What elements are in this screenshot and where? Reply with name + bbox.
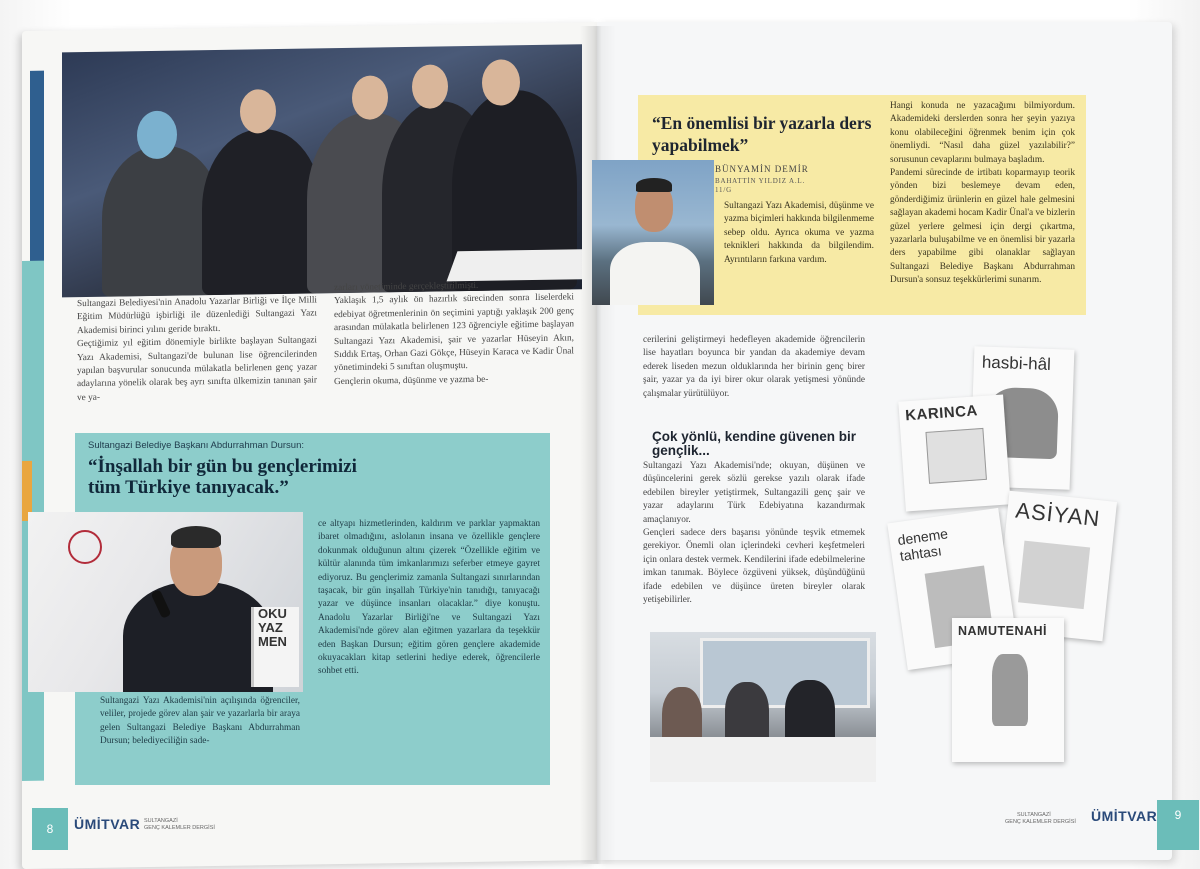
cover-art [925,428,986,484]
sign-line-3: MEN [258,634,287,649]
intro-column-1: Sultangazi Belediyesi'nin Anadolu Yazarlar Birliği ve İlçe Milli Eğitim Müdürlüğü işbirliği ile düzenlediği Sultangazi Yazı Akademisi birinci yılını geride bıraktı. Geçtiğimiz yıl eğitim dönemiyle birlikte başlayan Sultangazi Yazı Akademisi, Sultangazi'de bulunan lise öğrencilerinden yapılan başvurular sonucunda mülakatla belirlenen genç yazar adaylarına yönelik olarak beş ayrı sınıfta ülkemizin tanınan şair ve ya- [77,295,317,404]
author-name: BÜNYAMİN DEMİR [715,164,809,174]
brand-logo: ÜMİTVAR [74,816,141,832]
testimonial-column-1: Sultangazi Yazı Akademisi, düşünme ve yazma biçimleri hakkında bilgilenmeme sebep oldu. Ayrıca okuma ve yazma teknikleri hakkında da bilgilendim. Ayrıntıların farkına vardım. [724,201,874,265]
cover-art [1018,541,1090,610]
brand-subtitle-1: SULTANGAZİ [1017,812,1051,818]
window [700,638,870,708]
testimonial-column-2: Hangi konuda ne yazacağımı bilmiyordum. Akademideki derslerden sonra her şeyin yazıya konu olabileceğini öğrenmek benim için çok önemliydi. “Nasıl daha güzel yazılabilir?” sorusunun cevaplarını bulmaya başladım. Pandemi sürecinde de irtibatı koparmayıp teorik yönden bizi beslemeye devam eden, gönderdiğimiz ürünlerin en güzel hale gelmesini sağlayan akademi hocam Kadir Ünal'a ve bizlerin güzel yerlere gelmesi için dergi çıkartma, yazarlarla buluşabilme ve en önemlisi bir yazarla ders yapabilme gibi olanaklar sağlayan Sultangazi Belediye Başkanı Abdurrahman Dursun'a sonsuz teşekkürlerimi sunarım. [890,101,1075,286]
cover-title: NAMUTENAHİ [958,624,1048,638]
magazine-cover-namutenahi [952,618,1064,762]
student-shirt [610,242,700,305]
left-footer [22,808,577,850]
brand-subtitle-1: SULTANGAZİ [144,818,178,824]
author-class: 11/G [715,186,732,194]
brand-logo: ÜMİTVAR [1091,808,1158,824]
brand-subtitle-2: GENÇ KALEMLER DERGİSİ [1005,819,1076,825]
table [447,249,582,281]
brand-subtitle-2: GENÇ KALEMLER DERGİSİ [144,825,215,831]
cover-title: ASİYAN [1014,497,1102,532]
speaker-hair [171,526,221,548]
sign-line-1: OKU [258,606,287,621]
sign-line-2: YAZ [258,620,283,635]
speaker-photo [28,512,303,692]
quote-title: “İnşallah bir gün bu gençlerimizi tüm Türkiye tanıyacak.” [88,456,357,498]
intro-column-2: zarları yönetiminde gerçekleştirilmişti. Yaklaşık 1,5 aylık ön hazırlık sürecinden sonra liselerdeki edebiyat öğretmenlerinin ön seçimini yaptığı yaklaşık 200 genç arasından mülakatla belirlenen 123 öğrenciyle eğitime başlayan Sultangazi Yazı Akademisi, şair ve yazarlar Hüseyin Akın, Sıddık Ertaş, Orhan Gazi Gökçe, Hüseyin Karaca ve Kadir Ünal yönetimindeki 5 sınıftan oluşmuştu. Gençlerin okuma, düşünme ve yazma be- [334,280,574,387]
municipality-logo-icon [68,530,102,564]
section-subheading: Çok yönlü, kendine güvenen bir gençlik... [652,429,857,458]
page-number: 9 [1157,800,1199,850]
table [650,737,876,782]
cover-title: KARINCA [904,402,979,425]
speaker-caption: Sultangazi Yazı Akademisi'nin açılışında öğrenciler, veliler, projede görev alan şair ve yazarlarla bir araya gelen Sultangazi Belediye Başkanı Abdurrahman Dursun; belediyeciliğin sade- [100,696,300,747]
quote-lead: Sultangazi Belediye Başkanı Abdurrahman Dursun: [88,440,304,451]
author-school: BAHATTİN YILDIZ A.L. [715,177,806,185]
audience-person [202,128,322,295]
student-photo [592,160,714,305]
workshop-photo [650,632,876,782]
student-hair [636,178,672,192]
magazine-cover-karinca [898,394,1010,511]
body-bottom: Sultangazi Yazı Akademisi'nde; okuyan, düşünen ve düşüncelerini gerek sözlü gerekse yazılı olarak ifade edebilen bireyler yetiştirmek, Sultangazili genç şair ve yazar adaylarını Türk Edebiyatına kazandırmak amaçlanıyor. Gençleri sadece ders başarısı yönünde teşvik etmemek gerekiyor. Önemli olan içlerindeki cevheri keşfetmeleri için onlara destek vermek. Kendilerini ifade edebilmelerine imkan tanımak. Böylece özgüveni yüksek, düşündüğünü ifade edebilen ve düşünce üreten bireyler olarak yetişebilirler. [643,461,865,606]
cover-title: hasbi-hâl [981,352,1052,374]
lantern-art [992,654,1028,726]
quote-body: ce altyapı hizmetlerinden, kaldırım ve parklar yapmaktan ibaret olmadığını, aslolanın insana ve özellikle gençlere dokunmak olduğunun altını çizerek “Özellikle eğitim ve kültür alanında tüm imkanlarımızı seferber etmeye gayret ediyoruz. Bu gençlerimiz zamanla Sultangazi sınırlarından taşacak, bir gün inşallah Türkiye'nin tanıdığı, tanıyacağı yazar ve düşünce insanları olacaklar.” diye konuştu. Anadolu Yazarlar Birliği'ne ve Sultangazi Yazı Akademisi'nde görev alan eğitmen yazarlara da teşekkür eden Başkan Dursun; eğitim gören gençlere akademide okuyacakları kitap setlerini hediye ederek, öğrencilerle sohbet etti. [318,519,540,677]
audience-person-head [240,89,276,134]
page-number: 8 [32,808,68,850]
student-figure [725,682,769,744]
right-footer [597,800,1182,852]
event-sign [251,607,299,687]
testimonial-title: “En önemlisi bir yazarla ders yapabilmek” [652,113,872,155]
body-top: cerilerini geliştirmeyi hedefleyen akademide öğrencilerin lise hayatları boyunca bir yandan da akademiye devam ederek liseden mezun olduklarında her birinin genç birer şair, yazar ya da iyi birer okur olarak yetişmesi yönünde çalışmalar yürütülüyor. [643,335,865,399]
decorative-band-blue [30,71,44,291]
audience-photo [62,44,582,297]
cover-title: deneme tahtası [896,525,949,564]
